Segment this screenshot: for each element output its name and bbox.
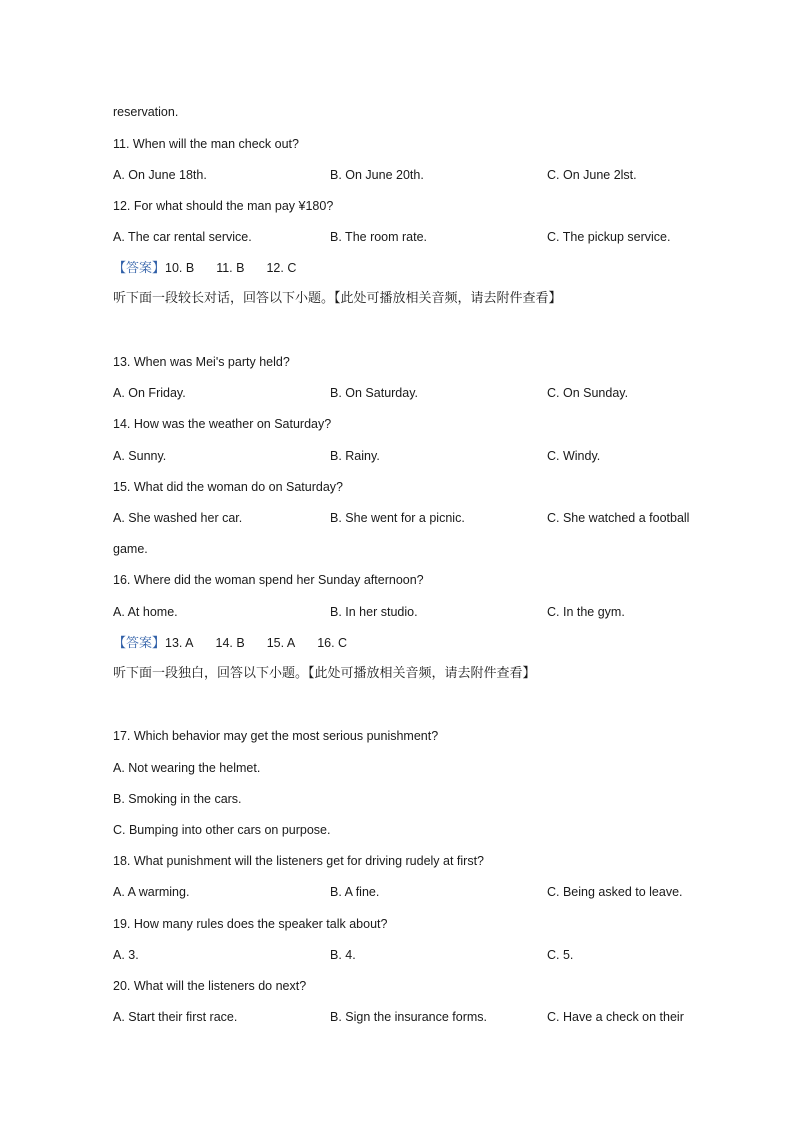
- question-15: 15. What did the woman do on Saturday?: [113, 480, 344, 494]
- option-16a: A. At home.: [113, 605, 178, 619]
- option-12c: C. The pickup service.: [547, 230, 671, 244]
- answer-tag: 【答案】: [113, 636, 166, 651]
- option-13b: B. On Saturday.: [330, 386, 419, 400]
- option-18c: C. Being asked to leave.: [547, 885, 683, 899]
- answer-item: 12. C: [266, 261, 297, 275]
- question-13: 13. When was Mei's party held?: [113, 355, 290, 369]
- option-14a: A. Sunny.: [113, 449, 167, 463]
- answer-item: 13. A: [165, 636, 194, 650]
- option-18b: B. A fine.: [330, 885, 380, 899]
- question-16: 16. Where did the woman spend her Sunday afternoon?: [113, 573, 424, 587]
- answer-item: 15. A: [266, 636, 296, 650]
- option-19a: A. 3.: [113, 948, 139, 962]
- option-20c: C. Have a check on their: [547, 1010, 684, 1024]
- question-19: 19. How many rules does the speaker talk about?: [113, 917, 388, 931]
- option-19b: B. 4.: [330, 948, 356, 962]
- option-20a: A. Start their first race.: [113, 1010, 238, 1024]
- option-15c-continuation: game.: [113, 542, 148, 556]
- text-continuation: reservation.: [113, 105, 179, 119]
- option-11c: C. On June 2lst.: [547, 168, 637, 182]
- option-14b: B. Rainy.: [330, 449, 380, 463]
- answer-line-2: [113, 635, 369, 652]
- question-18: 18. What punishment will the listeners get for driving rudely at first?: [113, 854, 485, 868]
- option-17c: C. Bumping into other cars on purpose.: [113, 823, 331, 837]
- answer-line-1: [113, 260, 318, 277]
- option-16c: C. In the gym.: [547, 605, 625, 619]
- option-20b: B. Sign the insurance forms.: [330, 1010, 488, 1024]
- option-15b: B. She went for a picnic.: [330, 511, 465, 525]
- answer-item: 14. B: [215, 636, 245, 650]
- option-16b: B. In her studio.: [330, 605, 418, 619]
- question-20: 20. What will the listeners do next?: [113, 979, 307, 993]
- listening-instruction-2: 听下面一段独白，回答以下小题。【此处可播放相关音频，请去附件查看】: [113, 666, 536, 681]
- option-18a: A. A warming.: [113, 885, 190, 899]
- question-17: 17. Which behavior may get the most serious punishment?: [113, 729, 439, 743]
- option-11b: B. On June 20th.: [330, 168, 424, 182]
- option-15c: C. She watched a football: [547, 511, 690, 525]
- option-13c: C. On Sunday.: [547, 386, 629, 400]
- question-11: 11. When will the man check out?: [113, 137, 299, 151]
- answer-tag: 【答案】: [113, 261, 166, 276]
- answer-item: 16. C: [317, 636, 348, 650]
- option-19c: C. 5.: [547, 948, 574, 962]
- question-12: 12. For what should the man pay ¥180?: [113, 199, 334, 213]
- option-12a: A. The car rental service.: [113, 230, 252, 244]
- option-15a: A. She washed her car.: [113, 511, 243, 525]
- question-14: 14. How was the weather on Saturday?: [113, 417, 332, 431]
- answer-item: 11. B: [216, 261, 245, 275]
- option-14c: C. Windy.: [547, 449, 601, 463]
- option-12b: B. The room rate.: [330, 230, 428, 244]
- listening-instruction-1: 听下面一段较长对话，回答以下小题。【此处可播放相关音频，请去附件查看】: [113, 291, 562, 306]
- option-17a: A. Not wearing the helmet.: [113, 761, 261, 775]
- option-13a: A. On Friday.: [113, 386, 186, 400]
- option-11a: A. On June 18th.: [113, 168, 207, 182]
- answer-item: 10. B: [165, 261, 195, 275]
- option-17b: B. Smoking in the cars.: [113, 792, 242, 806]
